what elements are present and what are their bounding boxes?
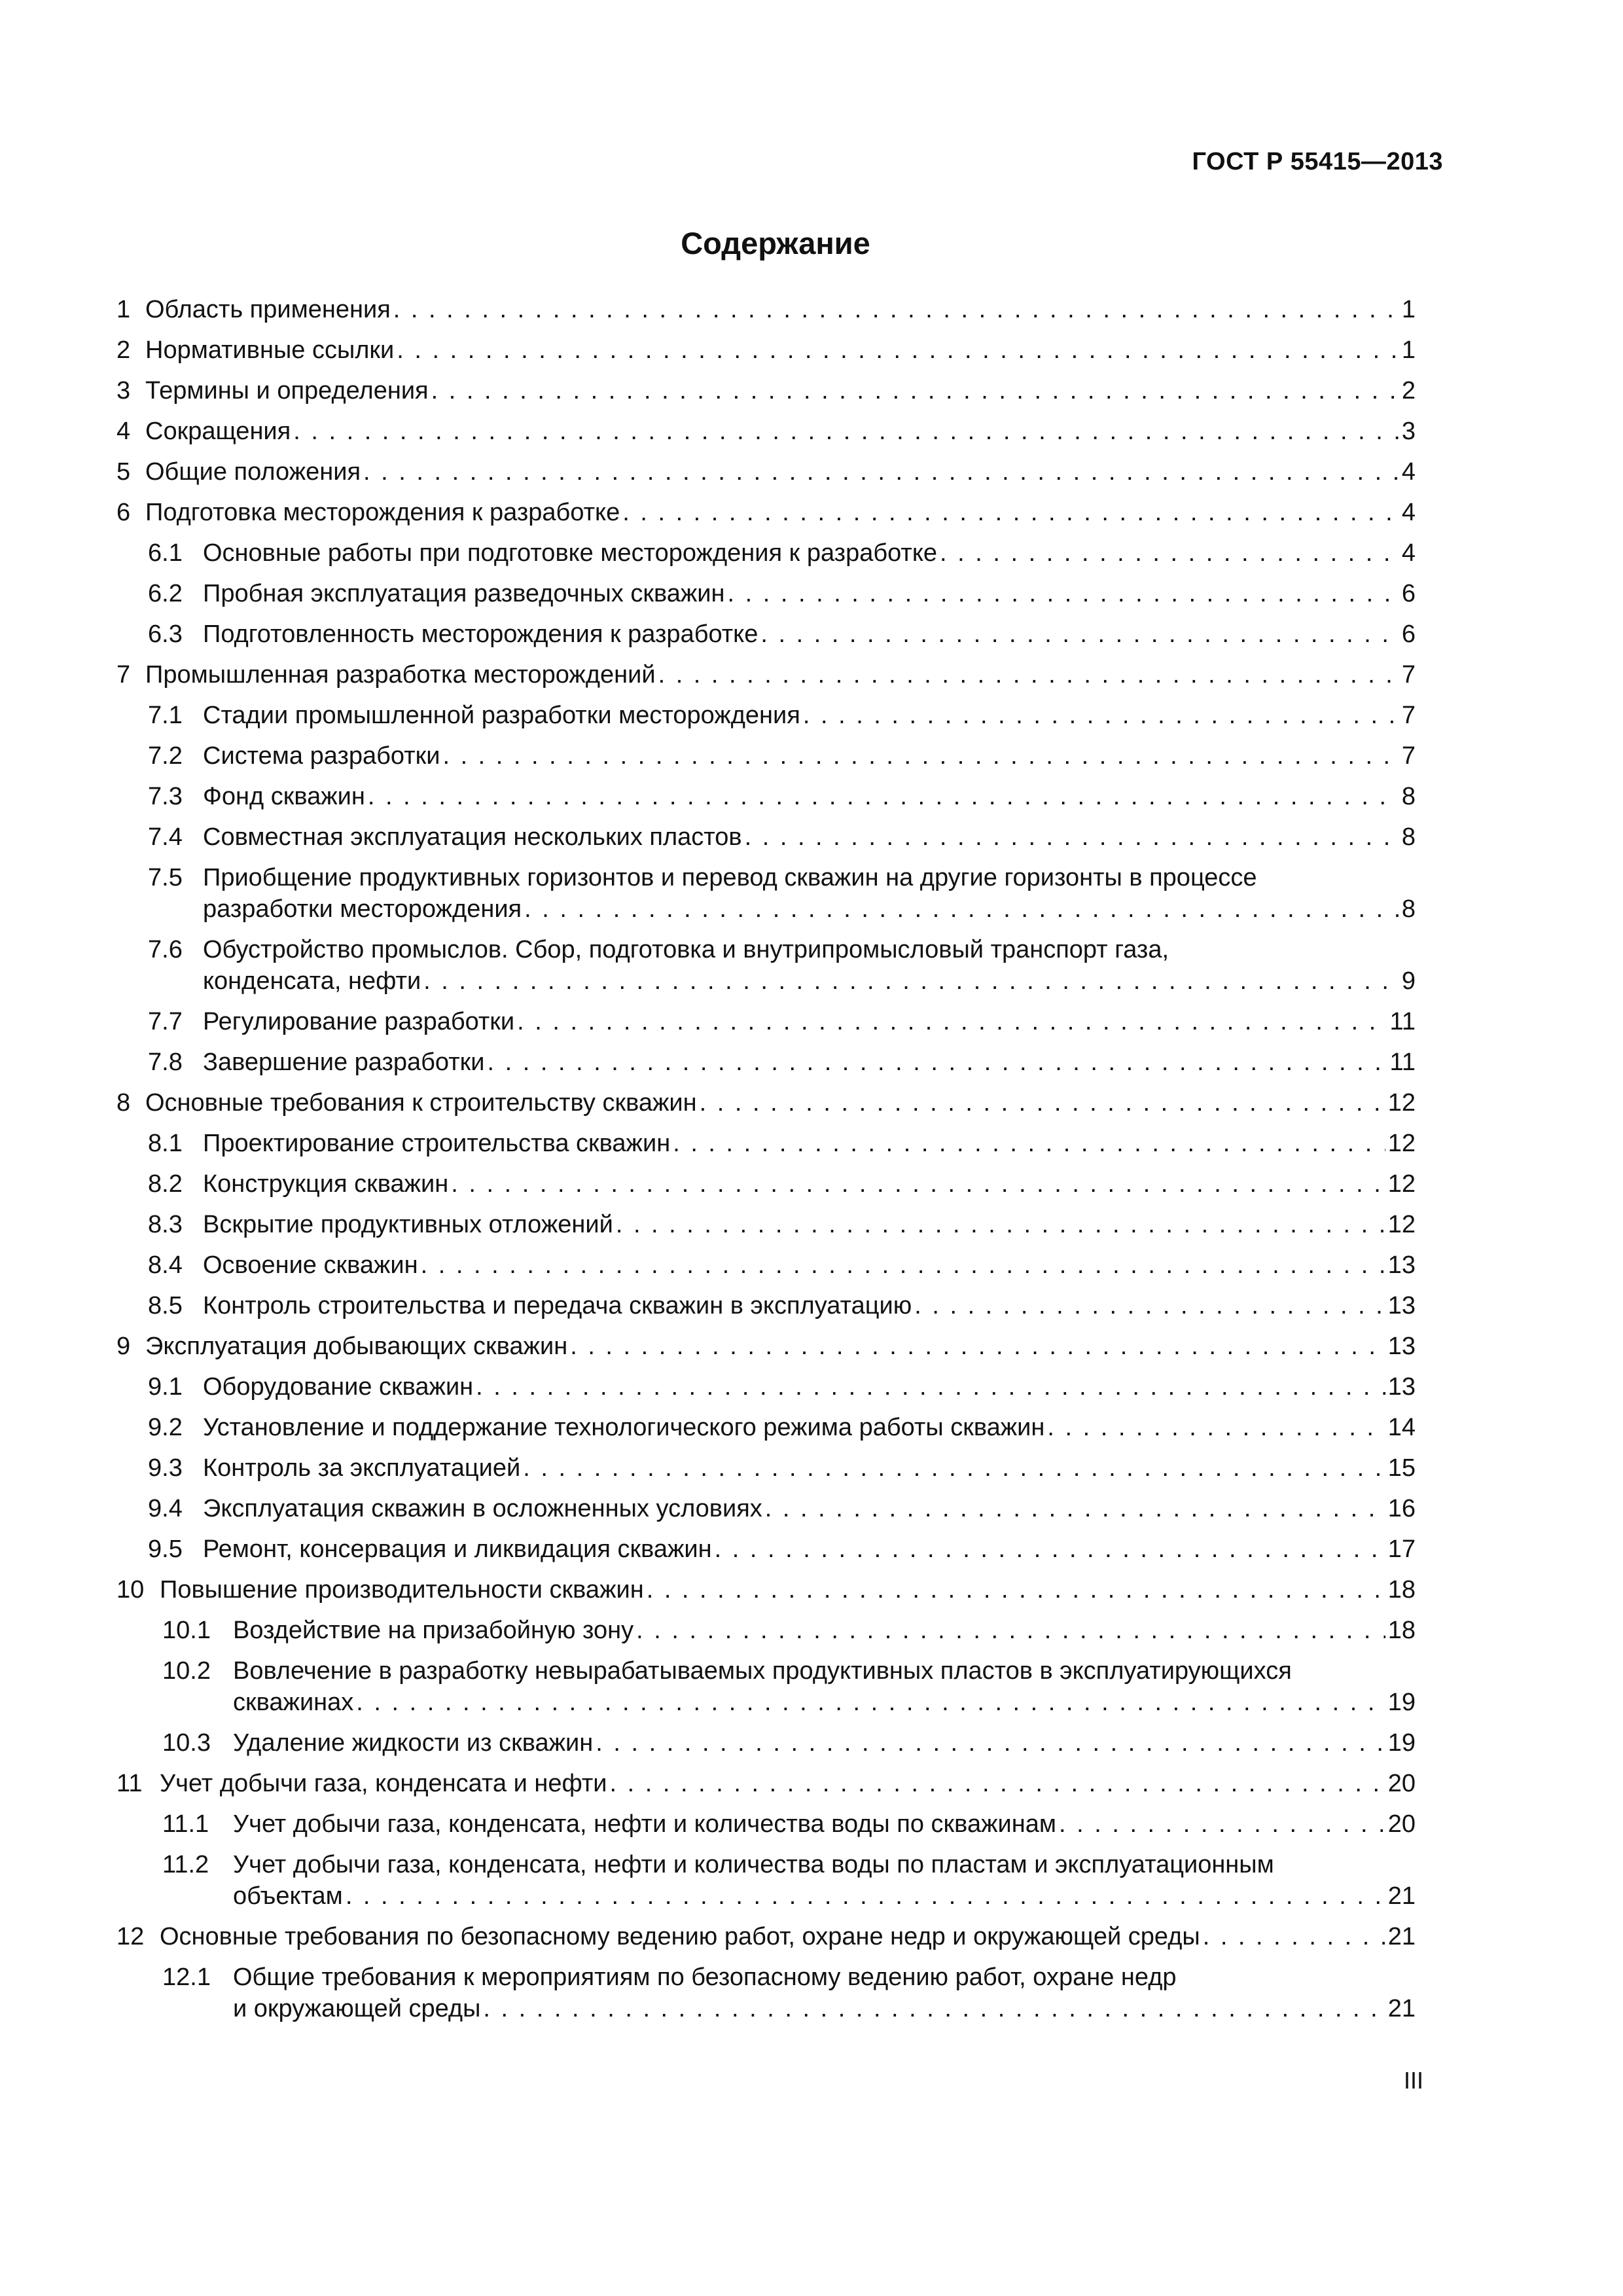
toc-section-number: 5 bbox=[116, 458, 131, 486]
toc-page-number: 4 bbox=[1401, 539, 1416, 567]
leader-dots bbox=[1203, 1921, 1385, 1952]
toc-section-number: 7.2 bbox=[148, 742, 183, 770]
toc-page-number: 12 bbox=[1387, 1211, 1416, 1238]
leader-dots bbox=[363, 456, 1399, 488]
toc-page-number: 8 bbox=[1401, 895, 1416, 923]
toc-section-title: Сокращения bbox=[145, 418, 291, 445]
toc-entry[interactable] bbox=[148, 1371, 1416, 1403]
toc-section-number: 4 bbox=[116, 418, 131, 445]
leader-dots bbox=[393, 294, 1399, 325]
toc-section-number: 8.5 bbox=[148, 1292, 183, 1319]
toc-entry[interactable] bbox=[148, 1128, 1416, 1159]
toc-section-number: 8.3 bbox=[148, 1211, 183, 1238]
toc-page-number: 7 bbox=[1401, 702, 1416, 729]
toc-entry[interactable] bbox=[116, 497, 1416, 528]
leader-dots bbox=[700, 1087, 1385, 1119]
toc-section-number: 6.1 bbox=[148, 539, 183, 567]
toc-entry[interactable] bbox=[116, 334, 1416, 366]
toc-entry[interactable] bbox=[148, 1047, 1416, 1078]
toc-section-number: 10.1 bbox=[162, 1617, 211, 1644]
toc-section-number: 8.1 bbox=[148, 1130, 183, 1157]
leader-dots bbox=[451, 1168, 1385, 1200]
leader-dots bbox=[914, 1290, 1385, 1321]
toc-page-number: 4 bbox=[1401, 499, 1416, 526]
table-of-contents bbox=[116, 294, 1416, 2034]
toc-section-title: Подготовленность месторождения к разработке bbox=[203, 620, 758, 648]
leader-dots bbox=[421, 1249, 1385, 1281]
toc-section-number: 12 bbox=[116, 1923, 145, 1950]
toc-section-title: Основные требования по безопасному ведению работ, охране недр и окружающей среды bbox=[160, 1923, 1200, 1950]
leader-dots bbox=[616, 1209, 1385, 1240]
leader-dots bbox=[636, 1615, 1385, 1646]
toc-entry[interactable] bbox=[116, 1331, 1416, 1362]
toc-section-title: Совместная эксплуатация нескольких пластов bbox=[203, 823, 742, 851]
toc-entry[interactable] bbox=[116, 1574, 1416, 1605]
toc-page-number: 6 bbox=[1401, 580, 1416, 607]
toc-section-number: 3 bbox=[116, 377, 131, 404]
toc-page-number: 6 bbox=[1401, 620, 1416, 648]
leader-dots bbox=[524, 893, 1399, 925]
toc-section-title: Область применения bbox=[145, 296, 391, 323]
toc-entry[interactable] bbox=[148, 1168, 1416, 1200]
toc-entry[interactable] bbox=[148, 1452, 1416, 1484]
toc-section-number: 6.2 bbox=[148, 580, 183, 607]
leader-dots bbox=[728, 578, 1399, 609]
toc-section-title: Основные требования к строительству скважин bbox=[145, 1089, 697, 1117]
toc-section-number: 7 bbox=[116, 661, 131, 689]
toc-entry[interactable] bbox=[116, 659, 1416, 691]
toc-section-title: Обустройство промыслов. Сбор, подготовка и внутрипромысловый транспорт газа, bbox=[203, 936, 1169, 963]
toc-entry[interactable] bbox=[162, 1655, 1416, 1718]
leader-dots bbox=[517, 1006, 1387, 1037]
toc-section-title: Завершение разработки bbox=[203, 1049, 485, 1076]
toc-section-number: 7.1 bbox=[148, 702, 183, 729]
toc-section-title-continued: и окружающей среды bbox=[233, 1995, 481, 2022]
toc-section-title: Приобщение продуктивных горизонтов и перевод скважин на другие горизонты в процессе bbox=[203, 864, 1257, 891]
toc-section-number: 9.5 bbox=[148, 1535, 183, 1563]
toc-entry[interactable] bbox=[148, 619, 1416, 650]
toc-entry[interactable] bbox=[162, 1615, 1416, 1646]
toc-page-number: 12 bbox=[1387, 1170, 1416, 1198]
toc-page-number: 15 bbox=[1387, 1454, 1416, 1482]
document-code: ГОСТ Р 55415—2013 bbox=[1192, 148, 1443, 175]
toc-page-number: 20 bbox=[1387, 1810, 1416, 1838]
toc-section-title: Общие положения bbox=[145, 458, 361, 486]
toc-section-title: Термины и определения bbox=[145, 377, 429, 404]
toc-page-number: 7 bbox=[1401, 742, 1416, 770]
toc-section-title: Воздействие на призабойную зону bbox=[233, 1617, 634, 1644]
toc-section-number: 10 bbox=[116, 1576, 145, 1604]
toc-section-title: Эксплуатация скважин в осложненных условиях bbox=[203, 1495, 762, 1522]
toc-section-title-continued: объектам bbox=[233, 1882, 343, 1910]
toc-page-number: 7 bbox=[1401, 661, 1416, 689]
leader-dots bbox=[1047, 1412, 1385, 1443]
toc-page-number: 20 bbox=[1387, 1770, 1416, 1797]
toc-section-title: Промышленная разработка месторождений bbox=[145, 661, 656, 689]
leader-dots bbox=[293, 416, 1399, 447]
page-number: III bbox=[1403, 2067, 1423, 2094]
leader-dots bbox=[570, 1331, 1385, 1362]
toc-section-title: Нормативные ссылки bbox=[145, 336, 395, 364]
toc-section-title: Пробная эксплуатация разведочных скважин bbox=[203, 580, 725, 607]
toc-page-number: 21 bbox=[1387, 1923, 1416, 1950]
toc-entry[interactable] bbox=[116, 416, 1416, 447]
toc-section-title: Конструкция скважин bbox=[203, 1170, 449, 1198]
leader-dots bbox=[431, 375, 1399, 406]
leader-dots bbox=[803, 700, 1399, 731]
toc-page-number: 4 bbox=[1401, 458, 1416, 486]
toc-page-number: 16 bbox=[1387, 1495, 1416, 1522]
toc-section-number: 7.8 bbox=[148, 1049, 183, 1076]
toc-section-title: Контроль за эксплуатацией bbox=[203, 1454, 521, 1482]
toc-page-number: 1 bbox=[1401, 296, 1416, 323]
toc-page-number: 12 bbox=[1387, 1089, 1416, 1117]
toc-section-title: Удаление жидкости из скважин bbox=[233, 1729, 594, 1757]
toc-page-number: 17 bbox=[1387, 1535, 1416, 1563]
toc-page-number: 21 bbox=[1387, 1995, 1416, 2022]
toc-section-title: Проектирование строительства скважин bbox=[203, 1130, 671, 1157]
toc-section-title: Фонд скважин bbox=[203, 783, 365, 810]
leader-dots bbox=[423, 965, 1399, 997]
toc-entry[interactable] bbox=[116, 1921, 1416, 1952]
toc-section-number: 7.7 bbox=[148, 1008, 183, 1035]
toc-section-number: 9.1 bbox=[148, 1373, 183, 1401]
leader-dots bbox=[442, 740, 1399, 772]
toc-section-number: 6.3 bbox=[148, 620, 183, 648]
leader-dots bbox=[765, 1493, 1385, 1524]
toc-section-number: 10.2 bbox=[162, 1657, 211, 1685]
toc-section-number: 8 bbox=[116, 1089, 131, 1117]
toc-page-number: 9 bbox=[1401, 967, 1416, 995]
toc-entry[interactable] bbox=[116, 456, 1416, 488]
toc-section-title: Эксплуатация добывающих скважин bbox=[145, 1333, 568, 1360]
toc-section-title: Освоение скважин bbox=[203, 1251, 418, 1279]
toc-page-number: 13 bbox=[1387, 1251, 1416, 1279]
toc-section-title: Повышение производительности скважин bbox=[160, 1576, 644, 1604]
toc-section-title: Вовлечение в разработку невырабатываемых продуктивных пластов в эксплуатирующихся bbox=[233, 1657, 1292, 1685]
leader-dots bbox=[647, 1574, 1385, 1605]
toc-section-number: 9.2 bbox=[148, 1414, 183, 1441]
toc-section-title-continued: скважинах bbox=[233, 1689, 354, 1716]
toc-entry[interactable] bbox=[116, 294, 1416, 325]
leader-dots bbox=[488, 1047, 1387, 1078]
leader-dots bbox=[673, 1128, 1385, 1159]
toc-page-number: 11 bbox=[1389, 1049, 1416, 1076]
toc-section-number: 10.3 bbox=[162, 1729, 211, 1757]
toc-page-number: 19 bbox=[1387, 1729, 1416, 1757]
leader-dots bbox=[715, 1534, 1385, 1565]
toc-entry[interactable] bbox=[148, 934, 1416, 997]
toc-entry[interactable] bbox=[116, 375, 1416, 406]
toc-page-number: 2 bbox=[1401, 377, 1416, 404]
toc-entry[interactable] bbox=[148, 781, 1416, 812]
toc-section-number: 6 bbox=[116, 499, 131, 526]
toc-page-number: 11 bbox=[1389, 1008, 1416, 1035]
toc-section-number: 8.2 bbox=[148, 1170, 183, 1198]
toc-section-number: 8.4 bbox=[148, 1251, 183, 1279]
toc-section-number: 9.4 bbox=[148, 1495, 183, 1522]
leader-dots bbox=[476, 1371, 1385, 1403]
toc-section-title: Общие требования к мероприятиям по безопасному ведению работ, охране недр bbox=[233, 1964, 1177, 1991]
toc-entry[interactable] bbox=[148, 862, 1416, 925]
toc-entry[interactable] bbox=[148, 1006, 1416, 1037]
toc-entry[interactable] bbox=[148, 1249, 1416, 1281]
toc-section-title: Учет добычи газа, конденсата, нефти и количества воды по пластам и эксплуатационным bbox=[233, 1851, 1274, 1878]
page-title: Содержание bbox=[681, 226, 870, 260]
toc-section-number: 1 bbox=[116, 296, 131, 323]
toc-entry[interactable] bbox=[148, 578, 1416, 609]
toc-entry[interactable] bbox=[148, 1209, 1416, 1240]
toc-section-title: Оборудование скважин bbox=[203, 1373, 474, 1401]
toc-section-number: 7.6 bbox=[148, 936, 183, 963]
toc-page-number: 8 bbox=[1401, 783, 1416, 810]
toc-page-number: 14 bbox=[1387, 1414, 1416, 1441]
toc-section-title: Система разработки bbox=[203, 742, 440, 770]
leader-dots bbox=[940, 537, 1399, 569]
toc-section-number: 11 bbox=[116, 1770, 143, 1797]
leader-dots bbox=[483, 1993, 1385, 2024]
toc-section-title: Регулирование разработки bbox=[203, 1008, 515, 1035]
toc-section-number: 7.3 bbox=[148, 783, 183, 810]
leader-dots bbox=[745, 821, 1399, 853]
toc-page-number: 3 bbox=[1401, 418, 1416, 445]
toc-entry[interactable] bbox=[162, 1962, 1416, 2024]
toc-section-title: Учет добычи газа, конденсата, нефти и количества воды по скважинам bbox=[233, 1810, 1056, 1838]
toc-section-title: Установление и поддержание технологического режима работы скважин bbox=[203, 1414, 1045, 1441]
toc-entry[interactable] bbox=[148, 1534, 1416, 1565]
leader-dots bbox=[356, 1687, 1385, 1718]
toc-page-number: 18 bbox=[1387, 1617, 1416, 1644]
toc-page-number: 13 bbox=[1387, 1292, 1416, 1319]
leader-dots bbox=[397, 334, 1399, 366]
leader-dots bbox=[658, 659, 1399, 691]
leader-dots bbox=[760, 619, 1399, 650]
toc-entry[interactable] bbox=[148, 700, 1416, 731]
leader-dots bbox=[368, 781, 1399, 812]
toc-section-title: Ремонт, консервация и ликвидация скважин bbox=[203, 1535, 712, 1563]
toc-entry[interactable] bbox=[116, 1087, 1416, 1119]
toc-page-number: 1 bbox=[1401, 336, 1416, 364]
toc-page-number: 18 bbox=[1387, 1576, 1416, 1604]
toc-section-number: 2 bbox=[116, 336, 131, 364]
toc-entry[interactable] bbox=[148, 1493, 1416, 1524]
toc-entry[interactable] bbox=[148, 740, 1416, 772]
toc-section-title-continued: разработки месторождения bbox=[203, 895, 522, 923]
toc-page-number: 19 bbox=[1387, 1689, 1416, 1716]
leader-dots bbox=[1059, 1808, 1385, 1840]
toc-section-number: 11.1 bbox=[162, 1810, 209, 1838]
toc-entry[interactable] bbox=[162, 1808, 1416, 1840]
toc-section-title: Основные работы при подготовке месторождения к разработке bbox=[203, 539, 938, 567]
toc-entry[interactable] bbox=[148, 1290, 1416, 1321]
toc-entry[interactable] bbox=[148, 537, 1416, 569]
toc-section-title: Вскрытие продуктивных отложений bbox=[203, 1211, 613, 1238]
toc-section-title-continued: конденсата, нефти bbox=[203, 967, 421, 995]
toc-section-title: Стадии промышленной разработки месторождения bbox=[203, 702, 800, 729]
toc-entry[interactable] bbox=[148, 821, 1416, 853]
leader-dots bbox=[346, 1880, 1385, 1912]
toc-section-title: Подготовка месторождения к разработке bbox=[145, 499, 620, 526]
toc-section-number: 7.4 bbox=[148, 823, 183, 851]
toc-section-number: 9 bbox=[116, 1333, 131, 1360]
toc-section-title: Контроль строительства и передача скважин в эксплуатацию bbox=[203, 1292, 912, 1319]
toc-page-number: 21 bbox=[1387, 1882, 1416, 1910]
leader-dots bbox=[596, 1727, 1385, 1759]
toc-page-number: 12 bbox=[1387, 1130, 1416, 1157]
toc-entry[interactable] bbox=[116, 1768, 1416, 1799]
toc-page-number: 13 bbox=[1387, 1333, 1416, 1360]
leader-dots bbox=[610, 1768, 1385, 1799]
toc-section-number: 11.2 bbox=[162, 1851, 209, 1878]
toc-page-number: 8 bbox=[1401, 823, 1416, 851]
leader-dots bbox=[622, 497, 1399, 528]
toc-section-number: 12.1 bbox=[162, 1964, 211, 1991]
toc-page-number: 13 bbox=[1387, 1373, 1416, 1401]
toc-entry[interactable] bbox=[162, 1849, 1416, 1912]
toc-section-title: Учет добычи газа, конденсата и нефти bbox=[160, 1770, 607, 1797]
toc-section-number: 7.5 bbox=[148, 864, 183, 891]
leader-dots bbox=[523, 1452, 1385, 1484]
toc-entry[interactable] bbox=[162, 1727, 1416, 1759]
toc-section-number: 9.3 bbox=[148, 1454, 183, 1482]
toc-entry[interactable] bbox=[148, 1412, 1416, 1443]
